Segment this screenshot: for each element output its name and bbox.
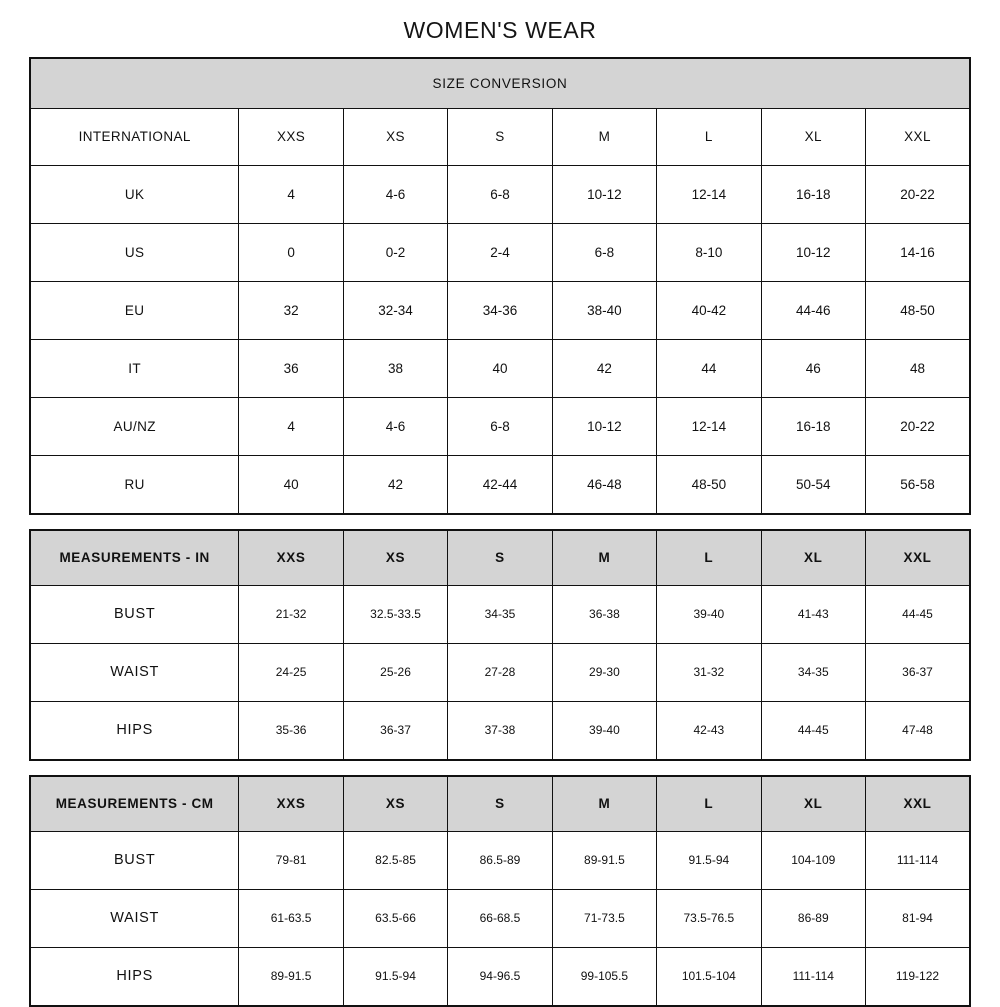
column-header-xxl: XXL [866, 776, 971, 832]
cell: 24-25 [239, 643, 343, 701]
cell: 42-43 [657, 701, 761, 760]
cell: 82.5-85 [343, 831, 447, 889]
cell: 36-37 [343, 701, 447, 760]
cell: 37-38 [448, 701, 552, 760]
cell: 34-35 [761, 643, 865, 701]
cell: 40 [239, 455, 343, 514]
row-label: EU [30, 281, 239, 339]
column-header-xs: XS [343, 776, 447, 832]
cell: 4-6 [343, 397, 447, 455]
cell: 47-48 [866, 701, 971, 760]
column-header-xxl: XXL [866, 530, 971, 586]
cell: 111-114 [866, 831, 971, 889]
column-header-l: L [657, 108, 761, 165]
size-conversion-table [29, 57, 971, 515]
cell: 12-14 [657, 165, 761, 223]
measurements-centimeters-table [29, 775, 971, 1007]
column-header-s: S [448, 776, 552, 832]
cell: 34-35 [448, 585, 552, 643]
cell: 20-22 [866, 165, 971, 223]
table-row [30, 223, 970, 281]
cell: 44-46 [761, 281, 865, 339]
row-label: UK [30, 165, 239, 223]
column-header-s: S [448, 530, 552, 586]
cell: 46 [761, 339, 865, 397]
cell: 42-44 [448, 455, 552, 514]
cell: 99-105.5 [552, 947, 656, 1006]
row-label: WAIST [30, 643, 239, 701]
cell: 44 [657, 339, 761, 397]
cell: 56-58 [866, 455, 971, 514]
cell: 21-32 [239, 585, 343, 643]
table-header-row [30, 530, 970, 586]
row-label: BUST [30, 585, 239, 643]
cell: 36-38 [552, 585, 656, 643]
cell: 61-63.5 [239, 889, 343, 947]
table-row [30, 643, 970, 701]
cell: 91.5-94 [343, 947, 447, 1006]
cell: 32 [239, 281, 343, 339]
page-title: WOMEN'S WEAR [403, 17, 597, 43]
cell: 46-48 [552, 455, 656, 514]
table-header-row [30, 108, 970, 165]
table-row [30, 339, 970, 397]
table-row [30, 585, 970, 643]
cell: 41-43 [761, 585, 865, 643]
table-row [30, 281, 970, 339]
table-header-row [30, 776, 970, 832]
cell: 39-40 [657, 585, 761, 643]
cell: 29-30 [552, 643, 656, 701]
cell: 34-36 [448, 281, 552, 339]
cell: 66-68.5 [448, 889, 552, 947]
cell: 40 [448, 339, 552, 397]
table-row [30, 455, 970, 514]
cell: 38 [343, 339, 447, 397]
column-header-xxs: XXS [239, 776, 343, 832]
cell: 36-37 [866, 643, 971, 701]
row-label: HIPS [30, 701, 239, 760]
cell: 6-8 [552, 223, 656, 281]
column-header-s: S [448, 108, 552, 165]
table-row [30, 831, 970, 889]
column-header-m: M [552, 108, 656, 165]
cell: 6-8 [448, 165, 552, 223]
cell: 63.5-66 [343, 889, 447, 947]
cell: 31-32 [657, 643, 761, 701]
cell: 10-12 [552, 165, 656, 223]
cell: 73.5-76.5 [657, 889, 761, 947]
cell: 86.5-89 [448, 831, 552, 889]
cell: 4-6 [343, 165, 447, 223]
column-header-xl: XL [761, 776, 865, 832]
column-header-m: M [552, 530, 656, 586]
cell: 42 [552, 339, 656, 397]
cell: 71-73.5 [552, 889, 656, 947]
cell: 35-36 [239, 701, 343, 760]
column-header-l: L [657, 776, 761, 832]
cell: 25-26 [343, 643, 447, 701]
cell: 81-94 [866, 889, 971, 947]
cell: 38-40 [552, 281, 656, 339]
cell: 104-109 [761, 831, 865, 889]
table-row [30, 165, 970, 223]
cell: 89-91.5 [239, 947, 343, 1006]
cell: 10-12 [761, 223, 865, 281]
row-label: IT [30, 339, 239, 397]
cell: 48-50 [657, 455, 761, 514]
row-label: BUST [30, 831, 239, 889]
table-banner-row [30, 58, 970, 108]
cell: 86-89 [761, 889, 865, 947]
size-conversion-banner: SIZE CONVERSION [30, 58, 970, 108]
cell: 16-18 [761, 397, 865, 455]
cell: 12-14 [657, 397, 761, 455]
cell: 4 [239, 397, 343, 455]
cell: 8-10 [657, 223, 761, 281]
column-header-m: M [552, 776, 656, 832]
cell: 94-96.5 [448, 947, 552, 1006]
row-label: RU [30, 455, 239, 514]
row-label: AU/NZ [30, 397, 239, 455]
cell: 14-16 [866, 223, 971, 281]
cell: 27-28 [448, 643, 552, 701]
column-header-l: L [657, 530, 761, 586]
cell: 101.5-104 [657, 947, 761, 1006]
column-header-xs: XS [343, 108, 447, 165]
table-row [30, 397, 970, 455]
measurements-inches-table [29, 529, 971, 761]
cell: 89-91.5 [552, 831, 656, 889]
cell: 0 [239, 223, 343, 281]
table-row [30, 947, 970, 1006]
cell: 44-45 [866, 585, 971, 643]
cell: 111-114 [761, 947, 865, 1006]
cell: 91.5-94 [657, 831, 761, 889]
column-header-international: INTERNATIONAL [30, 108, 239, 165]
row-label: WAIST [30, 889, 239, 947]
column-header-xs: XS [343, 530, 447, 586]
cell: 39-40 [552, 701, 656, 760]
cell: 6-8 [448, 397, 552, 455]
row-label: US [30, 223, 239, 281]
column-header-xxs: XXS [239, 108, 343, 165]
cell: 16-18 [761, 165, 865, 223]
cell: 119-122 [866, 947, 971, 1006]
column-header-xl: XL [761, 530, 865, 586]
column-header-measurements-in: MEASUREMENTS - IN [30, 530, 239, 586]
cell: 48-50 [866, 281, 971, 339]
cell: 0-2 [343, 223, 447, 281]
cell: 42 [343, 455, 447, 514]
cell: 48 [866, 339, 971, 397]
table-row [30, 889, 970, 947]
cell: 79-81 [239, 831, 343, 889]
column-header-xxl: XXL [866, 108, 971, 165]
cell: 4 [239, 165, 343, 223]
row-label: HIPS [30, 947, 239, 1006]
cell: 10-12 [552, 397, 656, 455]
cell: 40-42 [657, 281, 761, 339]
cell: 50-54 [761, 455, 865, 514]
column-header-xl: XL [761, 108, 865, 165]
cell: 32-34 [343, 281, 447, 339]
cell: 44-45 [761, 701, 865, 760]
column-header-measurements-cm: MEASUREMENTS - CM [30, 776, 239, 832]
column-header-xxs: XXS [239, 530, 343, 586]
cell: 20-22 [866, 397, 971, 455]
cell: 2-4 [448, 223, 552, 281]
table-row [30, 701, 970, 760]
cell: 32.5-33.5 [343, 585, 447, 643]
cell: 36 [239, 339, 343, 397]
